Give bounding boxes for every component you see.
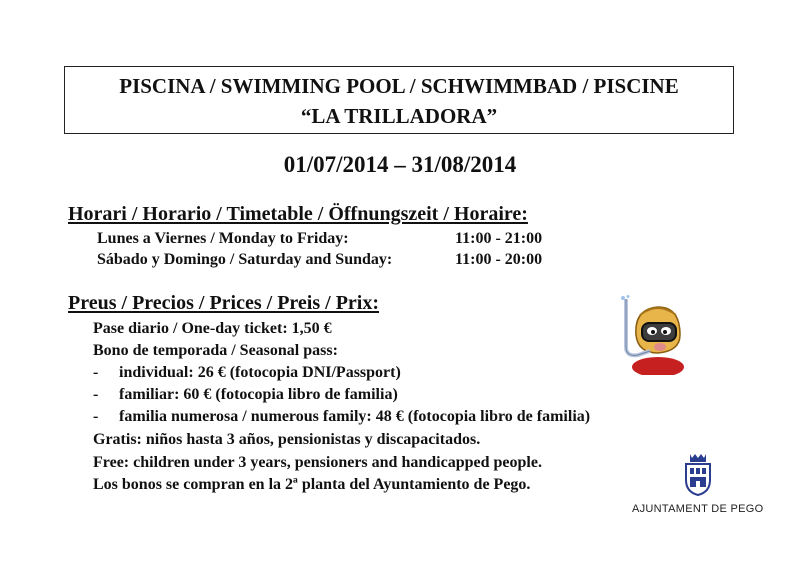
- pass-option-text: individual: 26 € (fotocopia DNI/Passport): [119, 364, 401, 381]
- hours-row-weekdays: [97, 230, 543, 248]
- pass-option-text: familiar: 60 € (fotocopia libro de familia): [119, 386, 398, 403]
- free-entry-english: Free: children under 3 years, pensioners and handicapped people.: [93, 454, 542, 471]
- castle-crest-icon: [681, 452, 715, 496]
- hours-days: Sábado y Domingo / Saturday and Sunday:: [97, 251, 393, 268]
- season-pass-label: Bono de temporada / Seasonal pass:: [93, 342, 338, 359]
- pass-option-family: [93, 386, 398, 404]
- bullet-mark: -: [93, 386, 99, 403]
- town-hall-name: AJUNTAMENT DE PEGO: [632, 503, 764, 515]
- purchase-location: Los bonos se compran en la 2ª planta del Ayuntamiento de Pego.: [93, 476, 531, 493]
- town-hall-logo: [628, 452, 768, 515]
- title-box: [64, 66, 734, 134]
- title-line-1: PISCINA / SWIMMING POOL / SCHWIMMBAD / PISCINE: [119, 74, 679, 98]
- pass-option-text: familia numerosa / numerous family: 48 € (fotocopia libro de familia): [119, 408, 591, 425]
- hours-row-weekend: [97, 251, 543, 269]
- hours-days: Lunes a Viernes / Monday to Friday:: [97, 230, 349, 247]
- title-line-2: “LA TRILLADORA”: [300, 104, 498, 128]
- bullet-mark: -: [93, 408, 99, 425]
- free-entry-spanish: Gratis: niños hasta 3 años, pensionistas y discapacitados.: [93, 431, 481, 448]
- hours-heading: Horari / Horario / Timetable / Öffnungszeit / Horaire:: [68, 203, 528, 225]
- pass-option-large-family: [93, 408, 590, 426]
- pass-option-individual: [93, 364, 401, 382]
- snorkel-diver-icon: [610, 295, 690, 380]
- day-ticket-price: Pase diario / One-day ticket: 1,50 €: [93, 320, 332, 337]
- season-dates: 01/07/2014 – 31/08/2014: [283, 152, 517, 177]
- bullet-mark: -: [93, 364, 99, 381]
- prices-heading: Preus / Precios / Prices / Preis / Prix:: [68, 292, 380, 314]
- hours-time: 11:00 - 21:00: [455, 230, 543, 247]
- hours-time: 11:00 - 20:00: [455, 251, 543, 268]
